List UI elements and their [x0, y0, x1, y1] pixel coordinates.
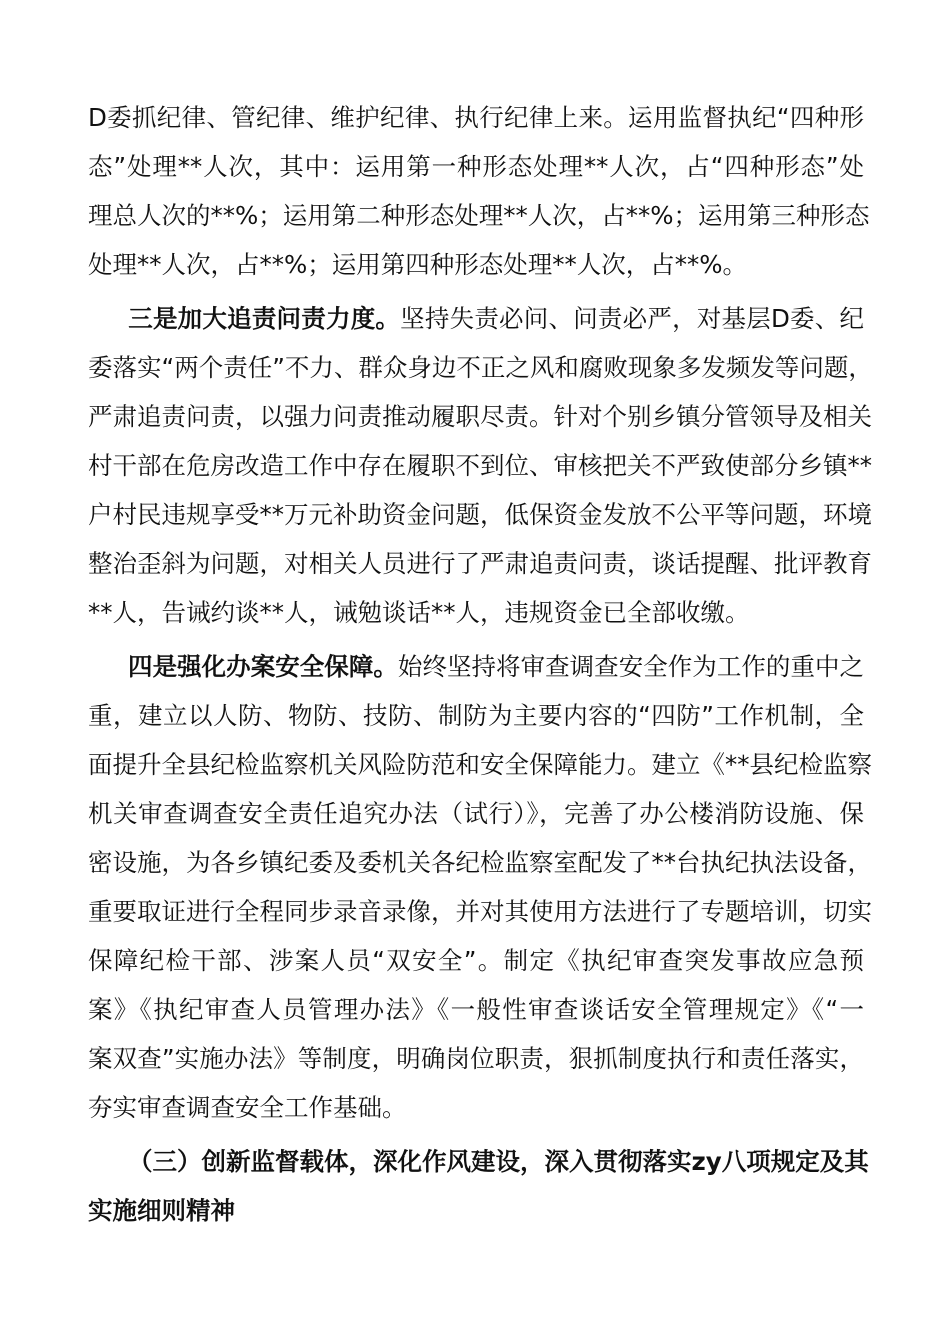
paragraph-line: 严肃追责问责，以强力问责推动履职尽责。针对个别乡镇分管领导及相关: [88, 402, 872, 431]
paragraph-line: 案》《执纪审查人员管理办法》《一般性审查谈话安全管理规定》《“一: [88, 995, 864, 1024]
paragraph-line: 整治歪斜为问题，对相关人员进行了严肃追责问责，谈话提醒、批评教育: [88, 549, 872, 578]
paragraph-line: 户村民违规享受**万元补助资金问题，低保资金发放不公平等问题，环境: [88, 500, 872, 529]
paragraph-line: 坚持失责必问、问责必严，对基层D委、纪: [400, 304, 864, 333]
paragraph-line: 夯实审查调查安全工作基础。: [88, 1093, 407, 1122]
paragraph-first-line: [88, 647, 864, 687]
paragraph-line: 处理**人次，占**%；运用第四种形态处理**人次，占**%。: [88, 250, 748, 279]
paragraph-line: 面提升全县纪检监察机关风险防范和安全保障能力。建立《**县纪检监察: [88, 750, 872, 779]
paragraph-line: 村干部在危房改造工作中存在履职不到位、审核把关不严致使部分乡镇**: [88, 451, 872, 480]
paragraph-line: 理总人次的**%；运用第二种形态处理**人次，占**%；运用第三种形态: [88, 201, 870, 230]
paragraph-heading: 三是加大追责问责力度。: [128, 304, 401, 333]
paragraph-line: 态”处理**人次，其中：运用第一种形态处理**人次，占“四种形态”处: [88, 152, 864, 181]
paragraph-line: 重要取证进行全程同步录音录像，并对其使用方法进行了专题培训，切实: [88, 897, 872, 926]
paragraph-line: D委抓纪律、管纪律、维护纪律、执行纪律上来。运用监督执纪“四种形: [88, 103, 864, 132]
section-heading: （三）创新监督载体，深化作风建设，深入贯彻落实zy八项规定及其: [128, 1147, 869, 1176]
paragraph-line: 重，建立以人防、物防、技防、制防为主要内容的“四防”工作机制，全: [88, 701, 864, 730]
paragraph-line: **人，告诫约谈**人，诫勉谈话**人，违规资金已全部收缴。: [88, 598, 750, 627]
paragraph-line: 始终坚持将审查调查安全作为工作的重中之: [397, 652, 865, 681]
paragraph-line: 案双查”实施办法》等制度，明确岗位职责，狠抓制度执行和责任落实，: [88, 1044, 864, 1073]
paragraph-line: 委落实“两个责任”不力、群众身边不正之风和腐败现象多发频发等问题，: [88, 353, 873, 382]
paragraph-heading: 四是强化办案安全保障。: [128, 652, 398, 681]
paragraph-line: 保障纪检干部、涉案人员“双安全”。制定《执纪审查突发事故应急预: [88, 946, 864, 975]
paragraph-line: 机关审查调查安全责任追究办法（试行）》，完善了办公楼消防设施、保: [88, 799, 864, 828]
paragraph-first-line: [88, 299, 864, 339]
section-heading-line: 实施细则精神: [88, 1196, 235, 1225]
paragraph-line: 密设施，为各乡镇纪委及委机关各纪检监察室配发了**台执纪执法设备，: [88, 848, 872, 877]
section-heading-line: [88, 1142, 869, 1182]
